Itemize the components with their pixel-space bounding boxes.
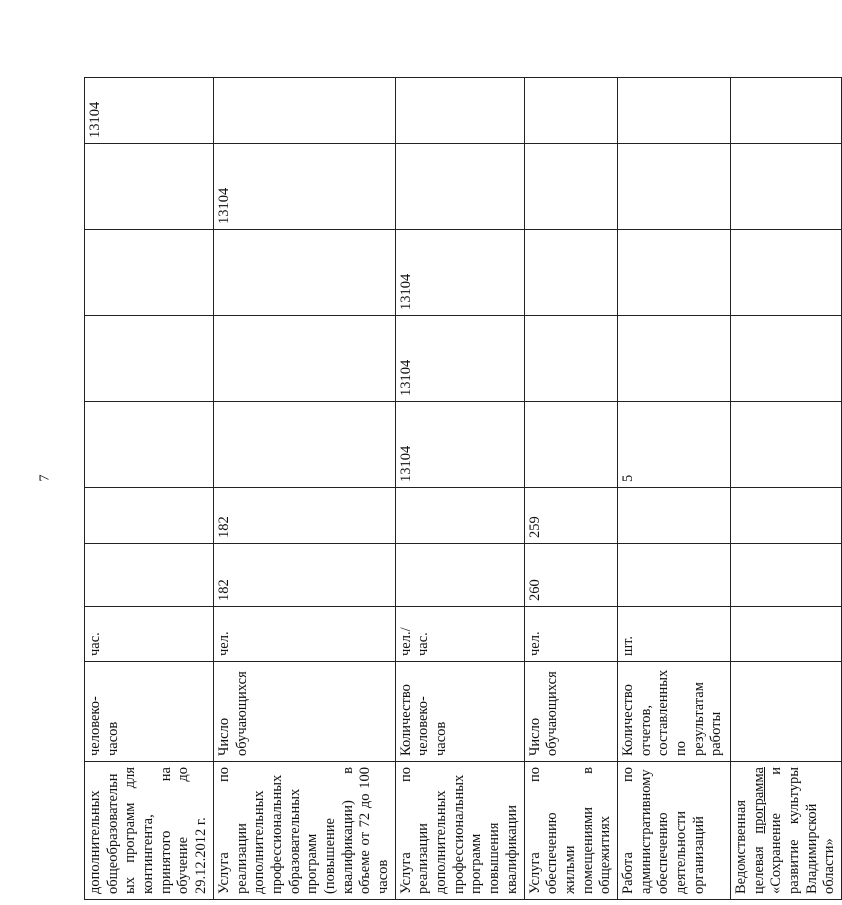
value-cell bbox=[395, 488, 524, 544]
unit-cell: чел. bbox=[524, 607, 617, 662]
unit-cell: чел./ час. bbox=[395, 607, 524, 662]
value-cell bbox=[85, 230, 214, 316]
value-cell bbox=[85, 144, 214, 230]
value-cell bbox=[617, 230, 730, 316]
value-cell bbox=[730, 316, 841, 402]
program-link-text: программа bbox=[750, 767, 767, 834]
unit-cell: час. bbox=[85, 607, 214, 662]
service-cell: Услуга по реализации дополнительных профессиональных образовательных программ (повышение квалификации) в объеме от 72 до 100 часов bbox=[213, 762, 395, 900]
unit-cell: шт. bbox=[617, 607, 730, 662]
value-cell: 182 bbox=[213, 544, 395, 607]
table-row bbox=[395, 78, 524, 900]
value-cell bbox=[524, 402, 617, 488]
value-cell bbox=[617, 78, 730, 144]
value-cell: 260 bbox=[524, 544, 617, 607]
value-cell: 13104 bbox=[395, 230, 524, 316]
indicator-cell bbox=[730, 662, 841, 762]
value-cell bbox=[730, 78, 841, 144]
program-name: «Сохранение и развитие культуры Владимирской области» bbox=[768, 767, 838, 894]
indicator-cell: человеко-часов bbox=[85, 662, 214, 762]
value-cell bbox=[730, 402, 841, 488]
value-cell bbox=[730, 230, 841, 316]
page-number: 7 bbox=[37, 474, 53, 482]
unit-cell bbox=[730, 607, 841, 662]
indicator-cell: Количество человеко-часов bbox=[395, 662, 524, 762]
value-cell bbox=[213, 402, 395, 488]
value-cell bbox=[85, 316, 214, 402]
table-row bbox=[524, 78, 617, 900]
service-cell: Услуга по реализации дополнительных профессиональных программ повышения квалификации bbox=[395, 762, 524, 900]
value-cell bbox=[617, 316, 730, 402]
value-cell bbox=[524, 78, 617, 144]
value-cell bbox=[730, 144, 841, 230]
value-cell: 182 bbox=[213, 488, 395, 544]
value-cell bbox=[395, 544, 524, 607]
rotated-table-container bbox=[84, 78, 838, 900]
program-label: Ведомственная целевая bbox=[732, 799, 767, 894]
value-cell: 5 bbox=[617, 402, 730, 488]
indicator-cell: Количество отчетов, составленных по результатам работы bbox=[617, 662, 730, 762]
value-cell bbox=[730, 544, 841, 607]
services-table bbox=[84, 77, 842, 900]
service-cell: Работа по административному обеспечению деятельности организаций bbox=[617, 762, 730, 900]
value-cell: 13104 bbox=[85, 78, 214, 144]
value-cell bbox=[85, 402, 214, 488]
value-cell bbox=[213, 230, 395, 316]
table-row bbox=[85, 78, 214, 900]
value-cell: 259 bbox=[524, 488, 617, 544]
service-cell: Услуга по обеспечению жильми помещениями в общежитиях bbox=[524, 762, 617, 900]
table-row bbox=[213, 78, 395, 900]
table-row bbox=[617, 78, 730, 900]
value-cell bbox=[524, 230, 617, 316]
value-cell bbox=[617, 544, 730, 607]
value-cell bbox=[617, 488, 730, 544]
value-cell: 13104 bbox=[213, 144, 395, 230]
value-cell bbox=[85, 488, 214, 544]
unit-cell: чел. bbox=[213, 607, 395, 662]
service-cell: дополнительных общеобразовательных программ для контингента, принятого на обучение до 29.12.2012 г. bbox=[85, 762, 214, 900]
value-cell bbox=[524, 144, 617, 230]
value-cell bbox=[730, 488, 841, 544]
value-cell bbox=[213, 78, 395, 144]
indicator-cell: Число обучающихся bbox=[213, 662, 395, 762]
value-cell: 13104 bbox=[395, 316, 524, 402]
indicator-cell: Число обучающихся bbox=[524, 662, 617, 762]
value-cell bbox=[85, 544, 214, 607]
value-cell bbox=[395, 144, 524, 230]
value-cell: 13104 bbox=[395, 402, 524, 488]
value-cell bbox=[524, 316, 617, 402]
value-cell bbox=[395, 78, 524, 144]
document-table-area bbox=[84, 78, 838, 900]
service-cell bbox=[730, 762, 841, 900]
table-row bbox=[730, 78, 841, 900]
value-cell bbox=[617, 144, 730, 230]
value-cell bbox=[213, 316, 395, 402]
